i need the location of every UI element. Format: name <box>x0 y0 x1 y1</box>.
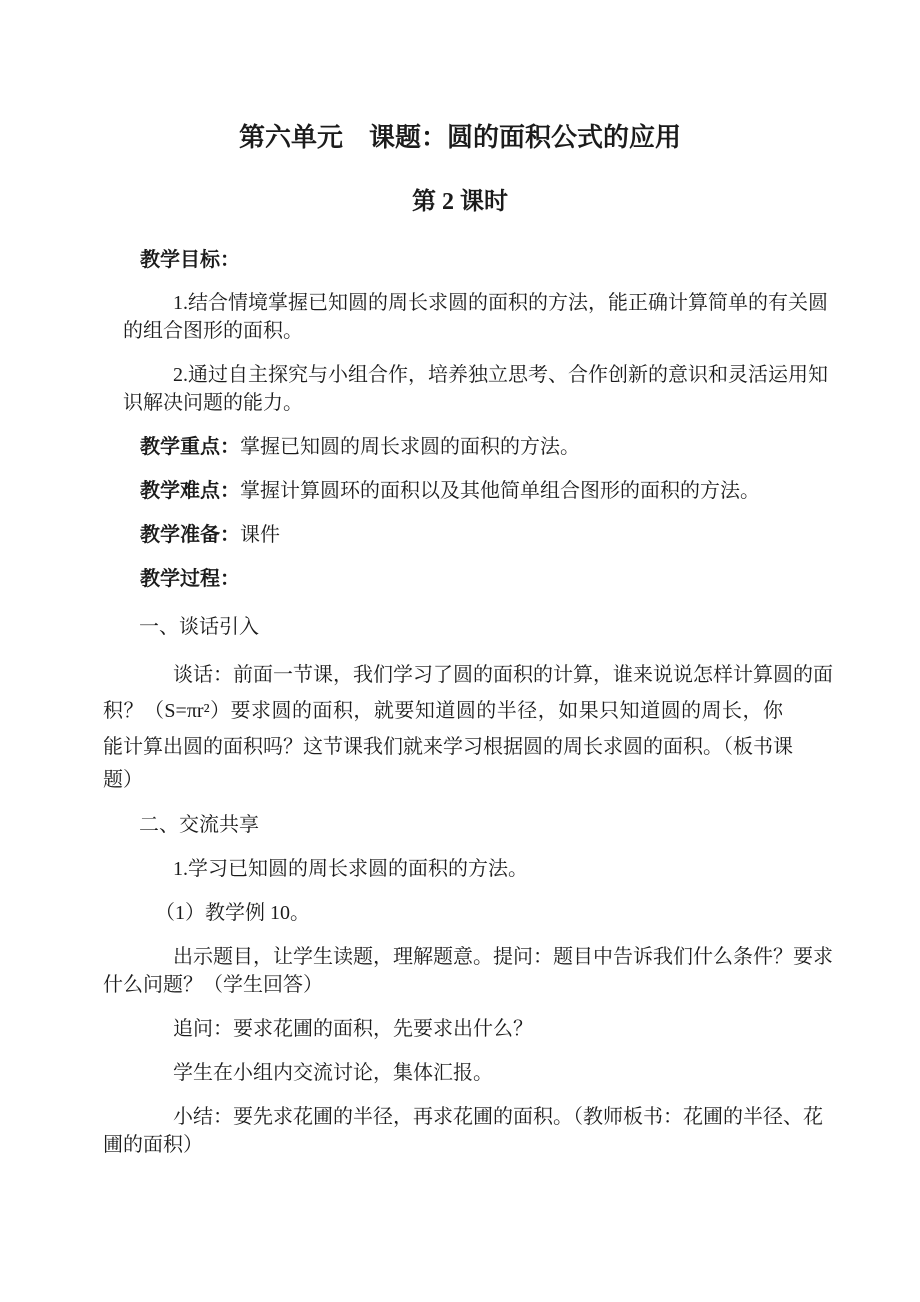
para-key-point <box>140 433 783 461</box>
para-difficult-point <box>140 477 783 505</box>
summary-line-1: 小结：要先求花圃的半径，再求花圃的面积。（教师板书：花圃的半径、花 <box>173 1106 823 1128</box>
doc-subtitle: 第 2 课时 <box>412 189 508 215</box>
para-present-problem <box>103 943 833 999</box>
para-preparation <box>140 521 783 549</box>
goal-1-line-2: 的组合图形的面积。 <box>123 320 303 342</box>
goal-1-line-1: 1.结合情境掌握已知圆的周长求圆的面积的方法，能正确计算简单的有关圆 <box>173 292 828 314</box>
summary-line-2: 圃的面积） <box>103 1134 203 1156</box>
preparation-text: 课件 <box>240 524 280 546</box>
talk-line-3: 能计算出圆的面积吗？这节课我们就来学习根据圆的周长求圆的面积。（板书课 <box>103 736 793 758</box>
difficult-point-text: 掌握计算圆环的面积以及其他简单组合图形的面积的方法。 <box>240 480 760 502</box>
para-summary <box>103 1103 823 1159</box>
doc-title: 第六单元 课题：圆的面积公式的应用 <box>238 123 681 152</box>
para-talk-intro <box>103 657 833 795</box>
goal-2-line-1: 2.通过自主探究与小组合作，培养独立思考、合作创新的意识和灵活运用知 <box>173 364 828 386</box>
present-line-2: 什么问题？（学生回答） <box>103 974 323 996</box>
heading-teaching-goals: 教学目标： <box>140 249 240 271</box>
para-follow-up: 追问：要求花圃的面积，先要求出什么？ <box>173 1018 533 1040</box>
talk-line-2: 积？（S=πr²）要求圆的面积，就要知道圆的半径，如果只知道圆的周长，你 <box>103 700 783 722</box>
preparation-label: 教学准备： <box>140 524 240 546</box>
para-group-discuss: 学生在小组内交流讨论，集体汇报。 <box>173 1062 493 1084</box>
para-goal-1 <box>123 289 828 345</box>
key-point-text: 掌握已知圆的周长求圆的面积的方法。 <box>240 436 580 458</box>
para-example-item: （1）教学例 10。 <box>155 902 310 924</box>
difficult-point-label: 教学难点： <box>140 480 240 502</box>
para-learn-item: 1.学习已知圆的周长求圆的面积的方法。 <box>173 858 528 880</box>
heading-section-2: 二、交流共享 <box>139 814 259 836</box>
key-point-label: 教学重点： <box>140 436 240 458</box>
para-goal-2 <box>123 361 828 417</box>
talk-line-4: 题） <box>103 769 143 791</box>
talk-line-1: 谈话：前面一节课，我们学习了圆的面积的计算，谁来说说怎样计算圆的面 <box>173 664 833 686</box>
heading-teaching-process: 教学过程： <box>140 568 240 590</box>
heading-section-1: 一、谈话引入 <box>139 616 259 638</box>
present-line-1: 出示题目，让学生读题，理解题意。提问：题目中告诉我们什么条件？要求 <box>173 946 833 968</box>
goal-2-line-2: 识解决问题的能力。 <box>123 392 303 414</box>
